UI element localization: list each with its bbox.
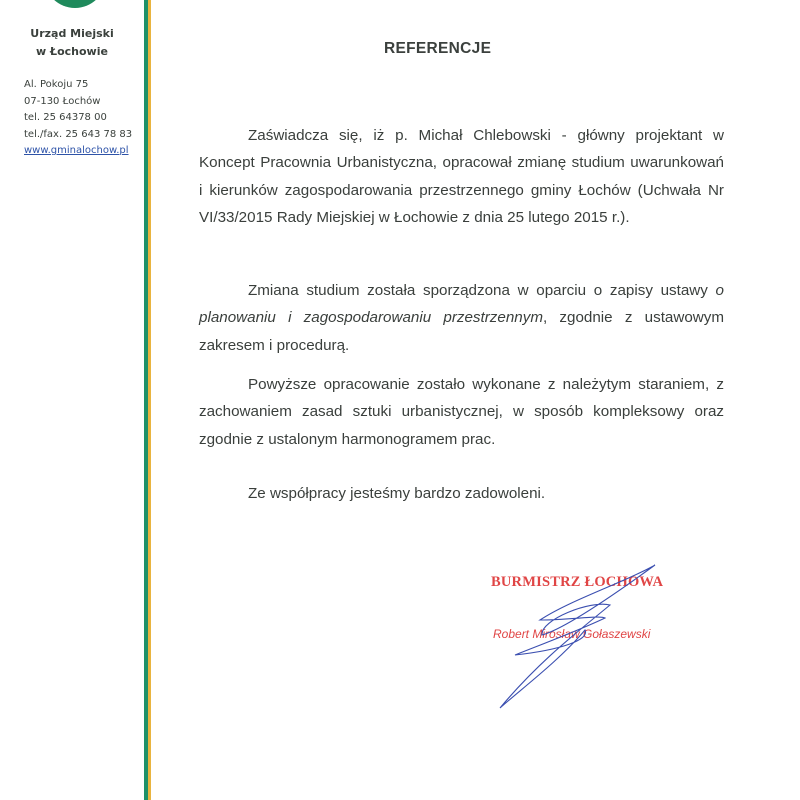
phone-number: tel. 25 64378 00	[24, 112, 107, 123]
signature-stroke	[500, 565, 655, 708]
stamp-title: BURMISTRZ ŁOCHOWA	[491, 574, 664, 590]
act-title: o planowaniu i zagospodarowaniu przestrzennym	[199, 282, 724, 327]
letterhead-stripe-yellow	[148, 0, 151, 800]
paragraph-2-text-b: , zgodnie z ustawowym zakresem i procedurą.	[199, 309, 724, 354]
organization-name	[0, 25, 144, 61]
handwritten-signature	[480, 560, 700, 710]
address-block	[24, 77, 132, 160]
postal-address: 07-130 Łochów	[24, 95, 101, 107]
document-title: REFERENCJE	[384, 40, 492, 57]
stamp-name: Robert Mirosław Gołaszewski	[493, 627, 651, 641]
paragraph-3: Powyższe opracowanie zostało wykonane z należytym staraniem, z zachowaniem zasad sztuki urbanistycznej, w sposób kompleksowy oraz zgodnie z ustalonym harmonogramem prac.	[199, 376, 724, 448]
paragraph-4: Ze współpracy jesteśmy bardzo zadowoleni.	[248, 485, 546, 502]
paragraph-2	[199, 277, 724, 359]
paragraph-1: Zaświadcza się, iż p. Michał Chlebowski - główny projektant w Koncept Pracownia Urbanistyczna, opracował zmianę studium uwarunkowań i kierunków zagospodarowania przestrzennego gminy Łochów (Uchwała Nr VI/33/2015 Rady Miejskiej w Łochowie z dnia 25 lutego 2015 r.).	[199, 127, 724, 226]
org-line-2: w Łochowie	[36, 45, 108, 58]
street-address: Al. Pokoju 75	[24, 79, 89, 90]
org-line-1: Urząd Miejski	[30, 27, 114, 40]
municipality-logo	[44, 0, 106, 8]
paragraph-2-text-a: Zmiana studium została sporządzona w oparciu o zapisy ustawy	[248, 282, 716, 299]
fax-number: tel./fax. 25 643 78 83	[24, 128, 133, 140]
website-link[interactable]: www.gminalochow.pl	[24, 145, 129, 156]
